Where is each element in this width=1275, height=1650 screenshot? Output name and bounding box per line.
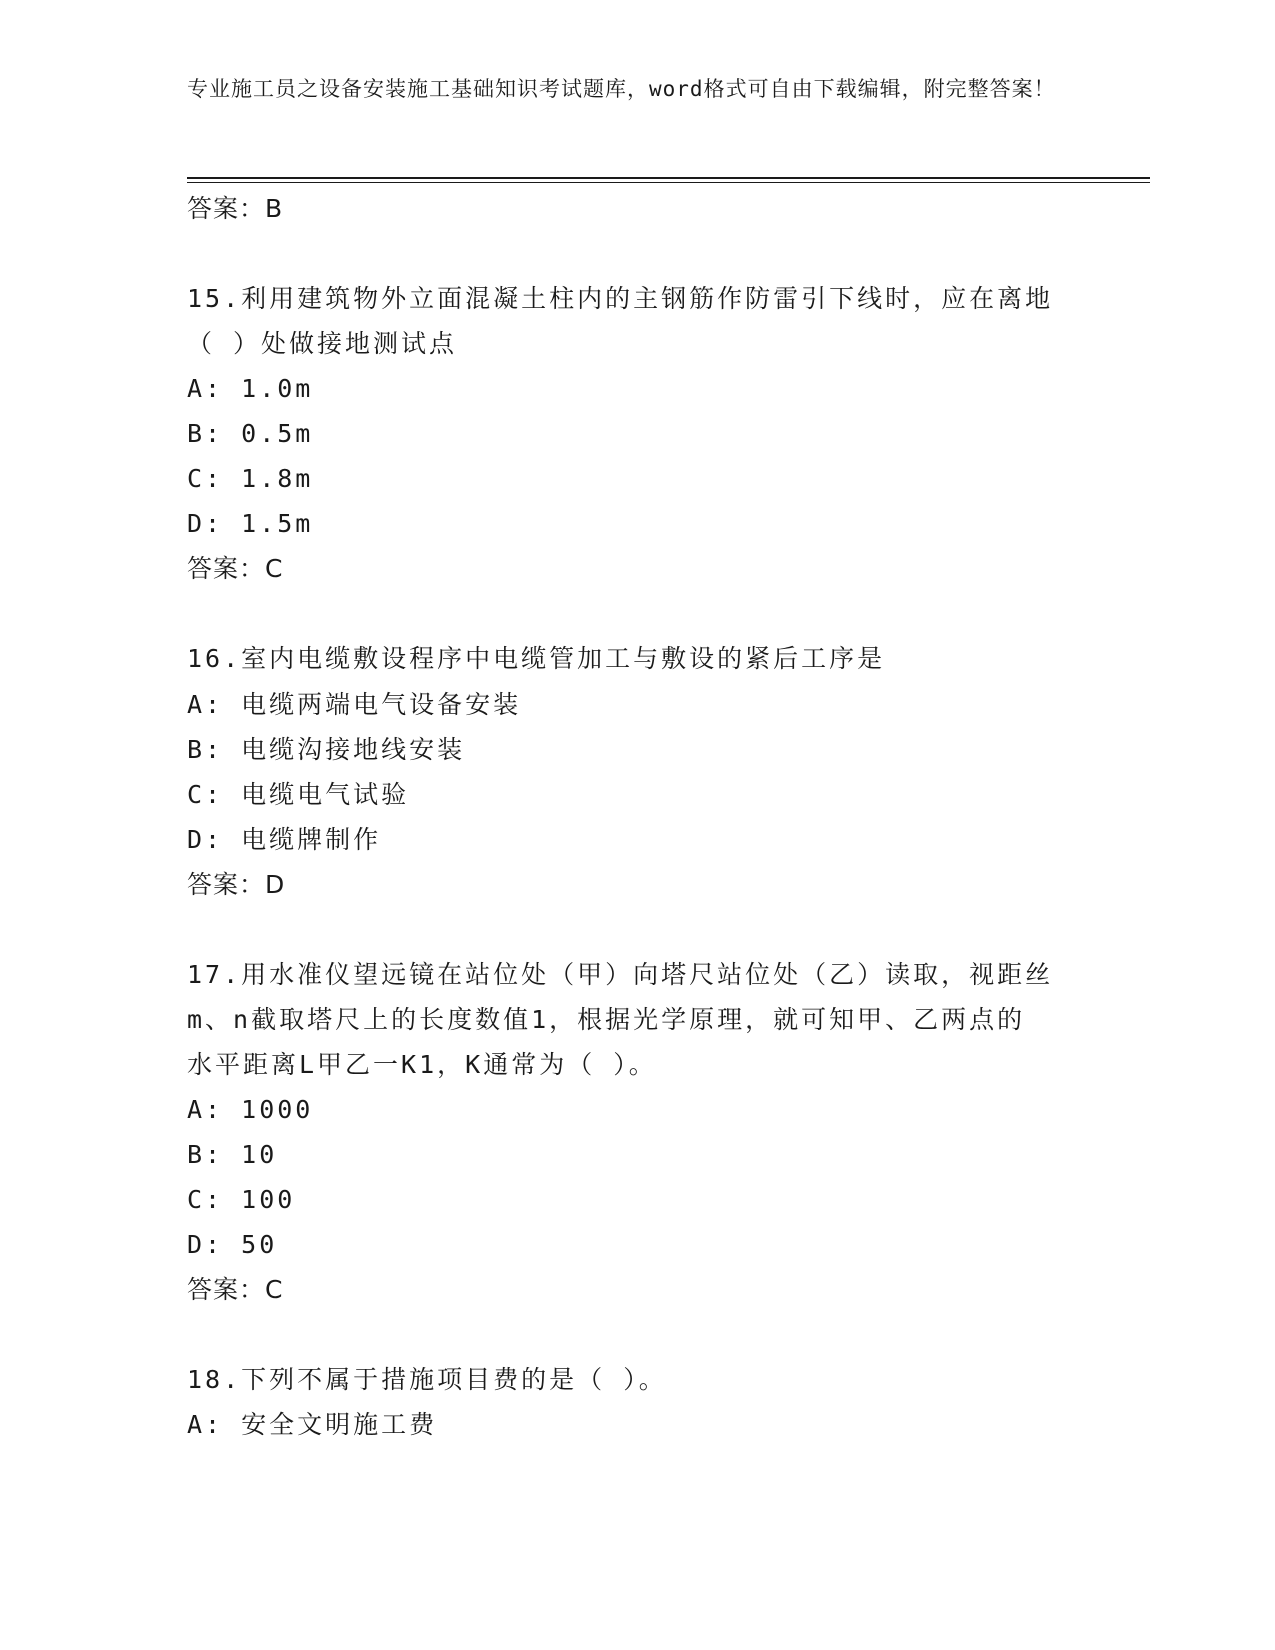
answer-line: 答案：D (187, 870, 286, 899)
question-stem: 18.下列不属于措施项目费的是（ ）。 (187, 1365, 667, 1394)
question-stem: 16.室内电缆敷设程序中电缆管加工与敷设的紧后工序是 (187, 644, 886, 673)
option-c: C: 电缆电气试验 (187, 780, 410, 809)
option-d: D: 1.5m (187, 509, 314, 538)
option-a: A: 1.0m (187, 374, 314, 403)
header-rule-thick (187, 177, 1150, 179)
question-stem: 17.用水准仪望远镜在站位处（甲）向塔尺站位处（乙）读取，视距丝 (187, 960, 1054, 989)
option-b: B: 10 (187, 1140, 278, 1169)
option-a: A: 电缆两端电气设备安装 (187, 690, 522, 719)
option-a: A: 安全文明施工费 (187, 1410, 438, 1439)
question-stem: 15.利用建筑物外立面混凝土柱内的主钢筋作防雷引下线时，应在离地 (187, 284, 1054, 313)
question-stem: 水平距离L甲乙一K1，K通常为（ ）。 (187, 1050, 657, 1079)
option-c: C: 100 (187, 1185, 296, 1214)
answer-line: 答案：B (187, 194, 284, 223)
document-header: 专业施工员之设备安装施工基础知识考试题库，word格式可自由下载编辑，附完整答案！ (187, 77, 1056, 101)
option-c: C: 1.8m (187, 464, 314, 493)
option-b: B: 0.5m (187, 419, 314, 448)
answer-line: 答案：C (187, 1275, 284, 1304)
answer-line: 答案：C (187, 554, 284, 583)
option-d: D: 50 (187, 1230, 278, 1259)
question-stem: （ ）处做接地测试点 (187, 329, 458, 358)
option-b: B: 电缆沟接地线安装 (187, 735, 466, 764)
option-d: D: 电缆牌制作 (187, 825, 382, 854)
question-stem: m、n截取塔尺上的长度数值1，根据光学原理，就可知甲、乙两点的 (187, 1005, 1026, 1034)
option-a: A: 1000 (187, 1095, 314, 1124)
header-rule-thin (187, 182, 1150, 183)
